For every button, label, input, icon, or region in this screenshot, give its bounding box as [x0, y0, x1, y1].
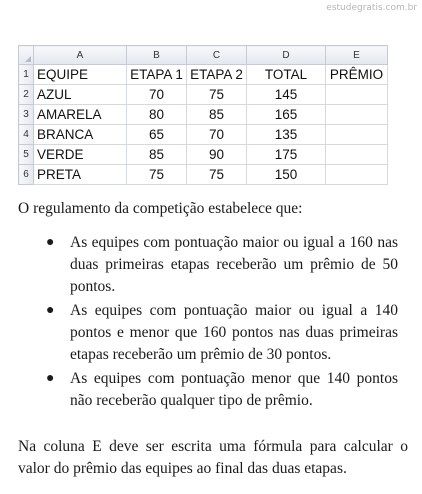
- cell[interactable]: ETAPA 2: [187, 65, 247, 85]
- row-header[interactable]: 4: [19, 125, 34, 145]
- cell[interactable]: PRETA: [34, 165, 127, 185]
- table-row: [19, 165, 388, 185]
- cell[interactable]: 150: [247, 165, 326, 185]
- column-header-e[interactable]: E: [326, 46, 388, 65]
- table-row: [19, 65, 388, 85]
- cell[interactable]: 70: [187, 125, 247, 145]
- cell[interactable]: 135: [247, 125, 326, 145]
- cell[interactable]: 165: [247, 105, 326, 125]
- bullet-icon: ●: [46, 303, 55, 318]
- outro-paragraph: Na coluna E deve ser escrita uma fórmula para calcular o valor do prêmio das equipes ao final das duas etapas.: [18, 438, 408, 477]
- bullet-icon: ●: [46, 235, 55, 250]
- cell[interactable]: 80: [127, 105, 187, 125]
- watermark: estudegratis.com.br: [326, 3, 417, 13]
- column-header-a[interactable]: A: [34, 46, 127, 65]
- row-header[interactable]: 1: [19, 65, 34, 85]
- cell[interactable]: BRANCA: [34, 125, 127, 145]
- cell[interactable]: 75: [187, 85, 247, 105]
- cell[interactable]: VERDE: [34, 145, 127, 165]
- column-header-d[interactable]: D: [247, 46, 326, 65]
- cell[interactable]: [326, 165, 388, 185]
- cell[interactable]: TOTAL: [247, 65, 326, 85]
- spreadsheet: [18, 45, 388, 185]
- list-item: [18, 300, 398, 366]
- cell[interactable]: 75: [127, 165, 187, 185]
- intro-paragraph: O regulamento da competição estabelece que:: [18, 200, 303, 217]
- table-row: [19, 85, 388, 105]
- cell[interactable]: 65: [127, 125, 187, 145]
- cell[interactable]: 85: [187, 105, 247, 125]
- row-header[interactable]: 5: [19, 145, 34, 165]
- cell[interactable]: EQUIPE: [34, 65, 127, 85]
- cell[interactable]: [326, 85, 388, 105]
- rule-text: As equipes com pontuação menor que 140 pontos não receberão qualquer tipo de prêmio.: [70, 370, 398, 409]
- cell[interactable]: AMARELA: [34, 105, 127, 125]
- cell[interactable]: ETAPA 1: [127, 65, 187, 85]
- cell[interactable]: AZUL: [34, 85, 127, 105]
- table-row: [19, 125, 388, 145]
- rule-text: As equipes com pontuação maior ou igual a 160 nas duas primeiras etapas receberão um prêmio de 50 pontos.: [70, 234, 398, 295]
- list-item: [18, 232, 398, 298]
- cell[interactable]: [326, 105, 388, 125]
- column-header-b[interactable]: B: [127, 46, 187, 65]
- row-header[interactable]: 2: [19, 85, 34, 105]
- list-item: [18, 368, 398, 412]
- rule-text: As equipes com pontuação maior ou igual a 140 pontos e menor que 160 pontos nas duas primeiras etapas receberão um prêmio de 30 pontos.: [70, 302, 398, 363]
- bullet-icon: ●: [46, 371, 55, 386]
- column-header-row: [19, 46, 388, 65]
- cell[interactable]: 175: [247, 145, 326, 165]
- rules-list: [18, 232, 398, 414]
- cell[interactable]: [326, 125, 388, 145]
- cell[interactable]: 145: [247, 85, 326, 105]
- row-header[interactable]: 6: [19, 165, 34, 185]
- cell[interactable]: 90: [187, 145, 247, 165]
- cell[interactable]: 70: [127, 85, 187, 105]
- cell[interactable]: PRÊMIO: [326, 65, 388, 85]
- table-row: [19, 105, 388, 125]
- select-all-corner[interactable]: [19, 46, 34, 65]
- row-header[interactable]: 3: [19, 105, 34, 125]
- cell[interactable]: 85: [127, 145, 187, 165]
- cell[interactable]: 75: [187, 165, 247, 185]
- column-header-c[interactable]: C: [187, 46, 247, 65]
- cell[interactable]: [326, 145, 388, 165]
- table-row: [19, 145, 388, 165]
